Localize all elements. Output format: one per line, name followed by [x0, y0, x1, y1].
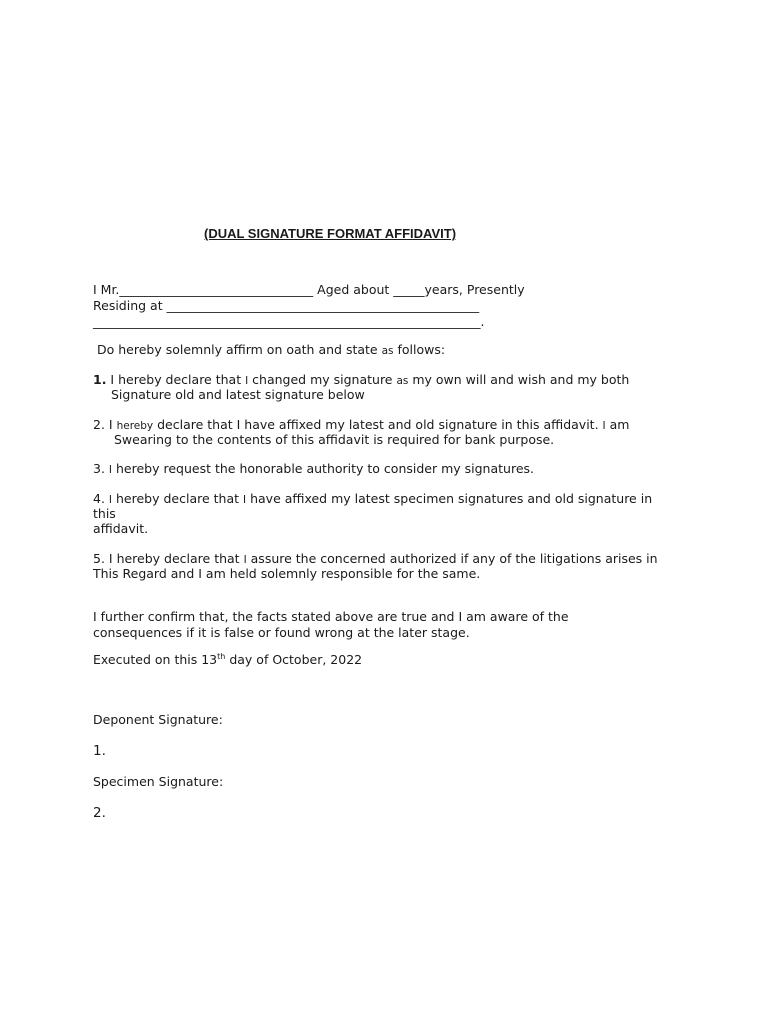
point-text: assure the concerned authorized if any of the litigations arises in — [246, 551, 658, 566]
residing-label: Residing at — [93, 298, 167, 313]
point-text: my own will and wish and my both — [408, 372, 630, 387]
confirm-line-2: consequences if it is false or found wrong at the later stage. — [93, 625, 470, 640]
point-4-continuation-2: affidavit. — [93, 521, 149, 536]
point-text-small: hereby — [116, 420, 154, 432]
affirm-text: Do hereby solemnly affirm on oath and state — [97, 342, 382, 357]
executed-date: day of October, 2022 — [225, 652, 363, 667]
specimen-signature-label: Specimen Signature: — [93, 774, 224, 789]
affirm-as: as — [381, 345, 394, 357]
point-number: 2. — [93, 417, 105, 432]
point-number: 4. — [93, 491, 105, 506]
name-blank: _______________________________ — [119, 282, 314, 297]
point-text: hereby declare that — [112, 491, 243, 506]
address-blank-2: ______________________________________________________________. — [93, 314, 485, 329]
deponent-signature-label: Deponent Signature: — [93, 712, 223, 727]
age-blank: _____ — [393, 282, 425, 297]
point-text: I hereby declare that — [106, 372, 246, 387]
point-text-small: I — [243, 554, 247, 566]
intro-line-2 — [93, 298, 479, 313]
deponent-signature-number: 1. — [93, 743, 106, 759]
address-blank-1: __________________________________________________ — [166, 298, 480, 313]
affirm-line — [97, 342, 445, 359]
point-text-small: I — [243, 494, 247, 506]
point-text: declare that I have affixed my latest and old signature in this affidavit. — [153, 417, 603, 432]
point-4-continuation-1: this — [93, 506, 116, 521]
point-1-continuation: Signature old and latest signature below — [111, 387, 365, 402]
point-text: I hereby declare that — [104, 551, 244, 566]
intro-residing-text: years, Presently — [424, 282, 525, 297]
point-3 — [93, 461, 534, 478]
point-text: I — [104, 417, 117, 432]
document-title: (DUAL SIGNATURE FORMAT AFFIDAVIT) — [204, 226, 457, 241]
affirm-follows: follows: — [393, 342, 446, 357]
point-2-continuation: Swearing to the contents of this affidavit is required for bank purpose. — [114, 432, 555, 447]
point-5-continuation: This Regard and I am held solemnly responsible for the same. — [93, 566, 481, 581]
point-text-small: I — [108, 464, 113, 476]
point-text-small: I — [108, 494, 113, 506]
executed-ordinal: th — [217, 652, 226, 661]
point-text: hereby request the honorable authority to consider my signatures. — [112, 461, 535, 476]
point-text: changed my signature — [248, 372, 397, 387]
point-text: am — [605, 417, 630, 432]
intro-prefix: I Mr. — [93, 282, 120, 297]
intro-aged: Aged about — [313, 282, 394, 297]
executed-text: Executed on this 13 — [93, 652, 218, 667]
executed-line — [93, 652, 362, 667]
point-text: have affixed my latest specimen signatures and old signature in — [246, 491, 653, 506]
point-text-small: as — [396, 375, 409, 387]
specimen-signature-number: 2. — [93, 805, 106, 821]
point-number: 1. — [93, 372, 107, 387]
point-number: 3. — [93, 461, 105, 476]
point-4 — [93, 491, 652, 508]
point-text-small: I — [245, 375, 249, 387]
intro-line-1 — [93, 282, 525, 297]
point-text-small: I — [602, 420, 606, 432]
confirm-line-1: I further confirm that, the facts stated above are true and I am aware of the — [93, 609, 569, 624]
point-number: 5. — [93, 551, 105, 566]
intro-line-3 — [93, 314, 484, 329]
